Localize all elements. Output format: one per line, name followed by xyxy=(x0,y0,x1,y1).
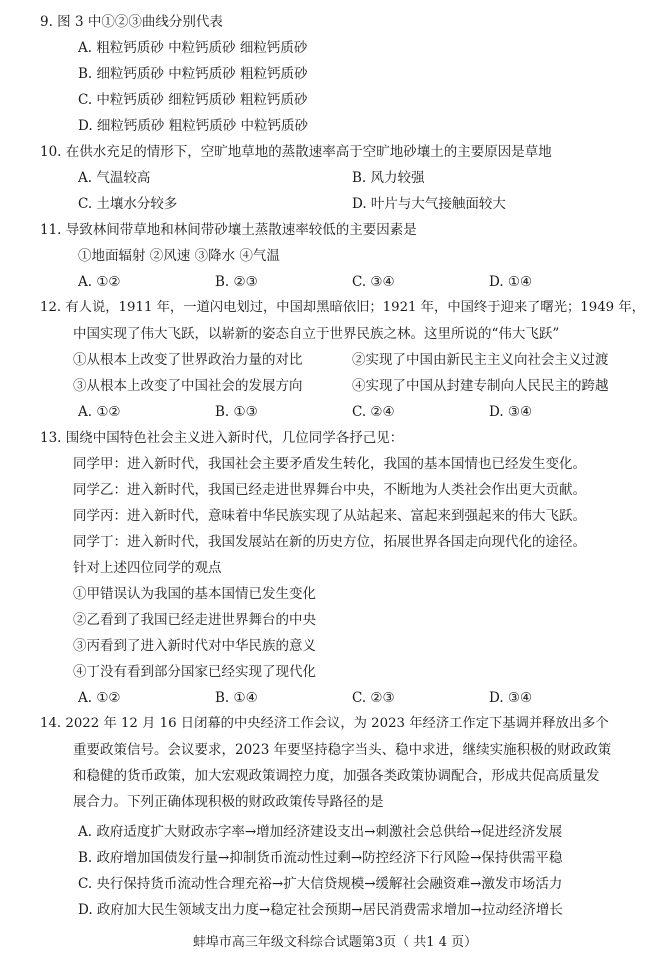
q13-line: 同学丁：进入新时代，我国发展站在新的历史方位，拓展世界各国走向现代化的途径。 xyxy=(73,534,586,550)
q11-option-b: B. ②③ xyxy=(215,274,258,290)
q12-item-2: ②实现了中国由新民主主义向社会主义过渡 xyxy=(352,352,609,368)
q13-stem: 13. 围绕中国特色社会主义进入新时代，几位同学各抒己见： xyxy=(40,430,404,446)
q11-option-d: D. ①④ xyxy=(489,274,533,290)
q14-option-d: D. 政府加大民生领域支出力度→稳定社会预期→居民消费需求增加→拉动经济增长 xyxy=(78,902,563,918)
q9-option-c: C. 中粒钙质砂 细粒钙质砂 粗粒钙质砂 xyxy=(78,92,308,108)
q14-option-a: A. 政府适度扩大财政赤字率→增加经济建设支出→刺激社会总供给→促进经济发展 xyxy=(78,824,563,840)
q13-item: ③丙看到了进入新时代对中华民族的意义 xyxy=(73,638,316,654)
q12-option-c: C. ②④ xyxy=(352,404,395,420)
q9-option-d: D. 细粒钙质砂 粗粒钙质砂 中粒钙质砂 xyxy=(78,118,309,134)
q12-option-a: A. ①② xyxy=(78,404,121,420)
q14-option-c: C. 央行保持货币流动性合理充裕→扩大信贷规模→缓解社会融资难→激发市场活力 xyxy=(78,876,563,892)
q12-option-d: D. ③④ xyxy=(489,404,533,420)
page-footer: 蚌埠市高三年级文科综合试题第3页（ 共1 4 页） xyxy=(192,935,478,950)
q12-stem-line-1: 12. 有人说，1911 年，一道闪电划过，中国却黑暗依旧；1921 年，中国终于迎来了曙光；1949 年， xyxy=(40,300,645,315)
q11-option-c: C. ③④ xyxy=(352,274,395,290)
q13-item: ②乙看到了我国已经走进世界舞台的中央 xyxy=(73,612,316,628)
q12-item-4: ④实现了中国从封建专制向人民民主的跨越 xyxy=(352,378,609,394)
q13-option-a: A. ①② xyxy=(78,690,121,706)
q13-option-d: D. ③④ xyxy=(489,690,533,706)
q13-line: 同学乙：进入新时代，我国已经走进世界舞台中央，不断地为人类社会作出更大贡献。 xyxy=(73,482,586,498)
q9-option-a: A. 粗粒钙质砂 中粒钙质砂 细粒钙质砂 xyxy=(78,40,308,56)
q12-item-3: ③从根本上改变了中国社会的发展方向 xyxy=(73,378,303,394)
q13-item: ①甲错误认为我国的基本国情已发生变化 xyxy=(73,586,316,602)
q11-items: ①地面辐射 ②风速 ③降水 ④气温 xyxy=(78,248,280,264)
q12-item-1: ①从根本上改变了世界政治力量的对比 xyxy=(73,352,303,368)
q13-line: 同学丙：进入新时代，意味着中华民族实现了从站起来、富起来到强起来的伟大飞跃。 xyxy=(73,508,586,524)
q10-option-c: C. 土壤水分较多 xyxy=(78,196,178,212)
q14-stem-line-2: 重要政策信号。会议要求，2023 年要坚持稳字当头、稳中求进，继续实施积极的财政政策 xyxy=(73,742,612,758)
q14-stem-line-1: 14. 2022 年 12 月 16 日闭幕的中央经济工作会议，为 2023 年经济工作定下基调并释放出多个 xyxy=(40,716,609,731)
q13-option-b: B. ①④ xyxy=(215,690,258,706)
q14-option-b: B. 政府增加国债发行量→抑制货币流动性过剩→防控经济下行风险→保持供需平稳 xyxy=(78,850,563,866)
q10-stem: 10. 在供水充足的情形下，空旷地草地的蒸散速率高于空旷地砂壤土的主要原因是草地 xyxy=(40,144,552,160)
q11-stem: 11. 导致林间带草地和林间带砂壤土蒸散速率较低的主要因素是 xyxy=(40,222,417,238)
q10-option-a: A. 气温较高 xyxy=(78,170,151,186)
q14-stem-line-4: 展合力。下列正确体现积极的财政政策传导路径的是 xyxy=(73,794,384,810)
q14-stem-line-3: 和稳健的货币政策，加大宏观政策调控力度，加强各类政策协调配合，形成共促高质量发 xyxy=(73,768,600,784)
q12-stem-line-2: 中国实现了伟大飞跃，以崭新的姿态自立于世界民族之林。这里所说的“伟大飞跃” xyxy=(73,326,560,342)
q10-option-b: B. 风力较强 xyxy=(352,170,425,186)
q13-line: 同学甲：进入新时代，我国社会主要矛盾发生转化，我国的基本国情也已经发生变化。 xyxy=(73,456,586,472)
q13-option-c: C. ②③ xyxy=(352,690,395,706)
q11-option-a: A. ①② xyxy=(78,274,121,290)
q9-option-b: B. 细粒钙质砂 中粒钙质砂 粗粒钙质砂 xyxy=(78,66,308,82)
q9-stem: 9. 图 3 中①②③曲线分别代表 xyxy=(40,14,223,30)
q13-item: ④丁没有看到部分国家已经实现了现代化 xyxy=(73,664,316,680)
q12-option-b: B. ①③ xyxy=(215,404,258,420)
q13-line: 针对上述四位同学的观点 xyxy=(73,560,222,576)
q10-option-d: D. 叶片与大气接触面较大 xyxy=(352,196,506,212)
